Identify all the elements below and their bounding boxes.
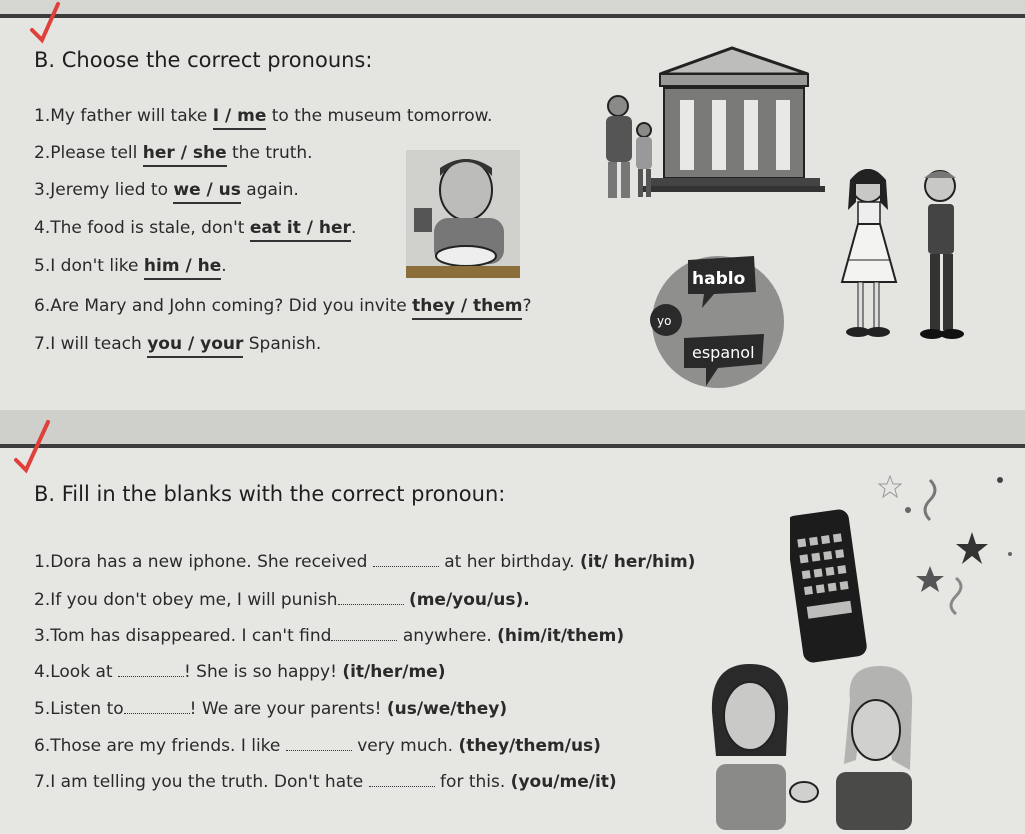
item-text: Listen to (50, 699, 124, 719)
answer-blank (338, 603, 404, 605)
item-number: 2. (34, 590, 51, 610)
answer-choice: you / your (147, 334, 243, 358)
answer-choice: him / he (144, 256, 221, 280)
item-number: 4. (34, 662, 51, 682)
item-text: anywhere. (397, 626, 498, 646)
section1-item-4 (34, 218, 356, 242)
item-number: 4. (34, 218, 51, 238)
answer-blank (331, 639, 397, 641)
section2-item-6 (34, 736, 601, 756)
pronoun-options: (you/me/it) (510, 772, 617, 792)
item-text: Please tell (50, 143, 143, 163)
item-text: Look at (50, 662, 118, 682)
pronoun-options: (us/we/they) (386, 699, 508, 719)
item-text: . (221, 256, 227, 276)
section1-item-6 (34, 296, 532, 320)
section2-item-7 (34, 772, 617, 792)
item-text: The food is stale, don't (50, 218, 250, 238)
section1-item-1 (34, 106, 492, 130)
item-text: . (350, 218, 357, 238)
confetti-stars-icon (860, 470, 1020, 630)
item-number: 7. (34, 334, 51, 354)
item-number: 1. (34, 106, 51, 126)
boy-eating-illustration-icon (406, 150, 520, 278)
item-text: If you don't obey me, I will punish (50, 590, 338, 610)
section1-item-5 (34, 256, 227, 280)
item-text: ? (522, 296, 532, 316)
two-girls-illustration-icon (700, 660, 920, 830)
item-text: Tom has disappeared. I can't find (50, 626, 332, 646)
item-text: My father will take (50, 106, 213, 126)
pronoun-options: (it/her/me) (342, 662, 446, 682)
father-and-child-illustration-icon (596, 92, 658, 204)
item-number: 6. (34, 736, 51, 756)
answer-blank (118, 675, 184, 677)
girl-and-boy-illustration-icon (828, 164, 978, 346)
item-text: again. (240, 180, 299, 200)
red-checkmark-icon (28, 0, 68, 44)
item-number: 1. (34, 552, 51, 572)
item-number: 2. (34, 143, 51, 163)
smartphone-illustration-icon (790, 508, 870, 664)
pronoun-options: (me/you/us). (408, 590, 530, 610)
answer-choice: I / me (213, 106, 267, 130)
item-number: 5. (34, 256, 51, 276)
answer-blank (369, 785, 435, 787)
answer-blank (124, 712, 190, 714)
answer-choice: we / us (173, 180, 241, 204)
section2-item-5 (34, 699, 507, 719)
museum-illustration-icon (640, 44, 825, 194)
section2-item-3 (34, 626, 624, 646)
section2-item-4 (34, 662, 445, 682)
section-separator (0, 410, 1025, 444)
item-text: ! She is so happy! (183, 662, 343, 682)
answer-choice: they / them (412, 296, 522, 320)
item-text: I don't like (50, 256, 144, 276)
section2-item-2 (34, 590, 530, 610)
bubble-word-yo: yo (657, 314, 672, 328)
section2-item-1 (34, 552, 695, 572)
answer-choice: her / she (143, 143, 227, 167)
section2-heading: B. Fill in the blanks with the correct pronoun: (34, 482, 506, 506)
pronoun-options: (him/it/them) (497, 626, 625, 646)
bubble-word-espanol: espanol (692, 343, 755, 362)
section1-item-7 (34, 334, 321, 358)
answer-choice: eat it / her (250, 218, 351, 242)
item-text: for this. (434, 772, 511, 792)
section1-item-2 (34, 143, 313, 167)
pronoun-options: (it/ her/him) (579, 552, 696, 572)
item-text: Are Mary and John coming? Did you invite (50, 296, 413, 316)
answer-blank (286, 749, 352, 751)
item-number: 7. (34, 772, 51, 792)
item-text: I will teach (50, 334, 148, 354)
item-number: 3. (34, 180, 51, 200)
answer-blank (373, 565, 439, 567)
section1-item-3 (34, 180, 299, 204)
item-number: 6. (34, 296, 51, 316)
item-text: Dora has a new iphone. She received (50, 552, 373, 572)
red-checkmark-icon (12, 418, 56, 474)
bubble-word-hablo: hablo (692, 269, 746, 289)
item-text: I am telling you the truth. Don't hate (50, 772, 369, 792)
pronoun-options: (they/them/us) (458, 736, 601, 756)
item-text: at her birthday. (438, 552, 580, 572)
item-text: very much. (351, 736, 459, 756)
item-text: Spanish. (243, 334, 322, 354)
item-text: Those are my friends. I like (50, 736, 286, 756)
item-number: 3. (34, 626, 51, 646)
item-text: the truth. (226, 143, 313, 163)
speech-bubble-illustration-icon (644, 246, 784, 396)
item-text: to the museum tomorrow. (266, 106, 493, 126)
item-text: Jeremy lied to (50, 180, 174, 200)
item-text: ! We are your parents! (189, 699, 387, 719)
item-number: 5. (34, 699, 51, 719)
section1-heading: B. Choose the correct pronouns: (34, 48, 373, 72)
